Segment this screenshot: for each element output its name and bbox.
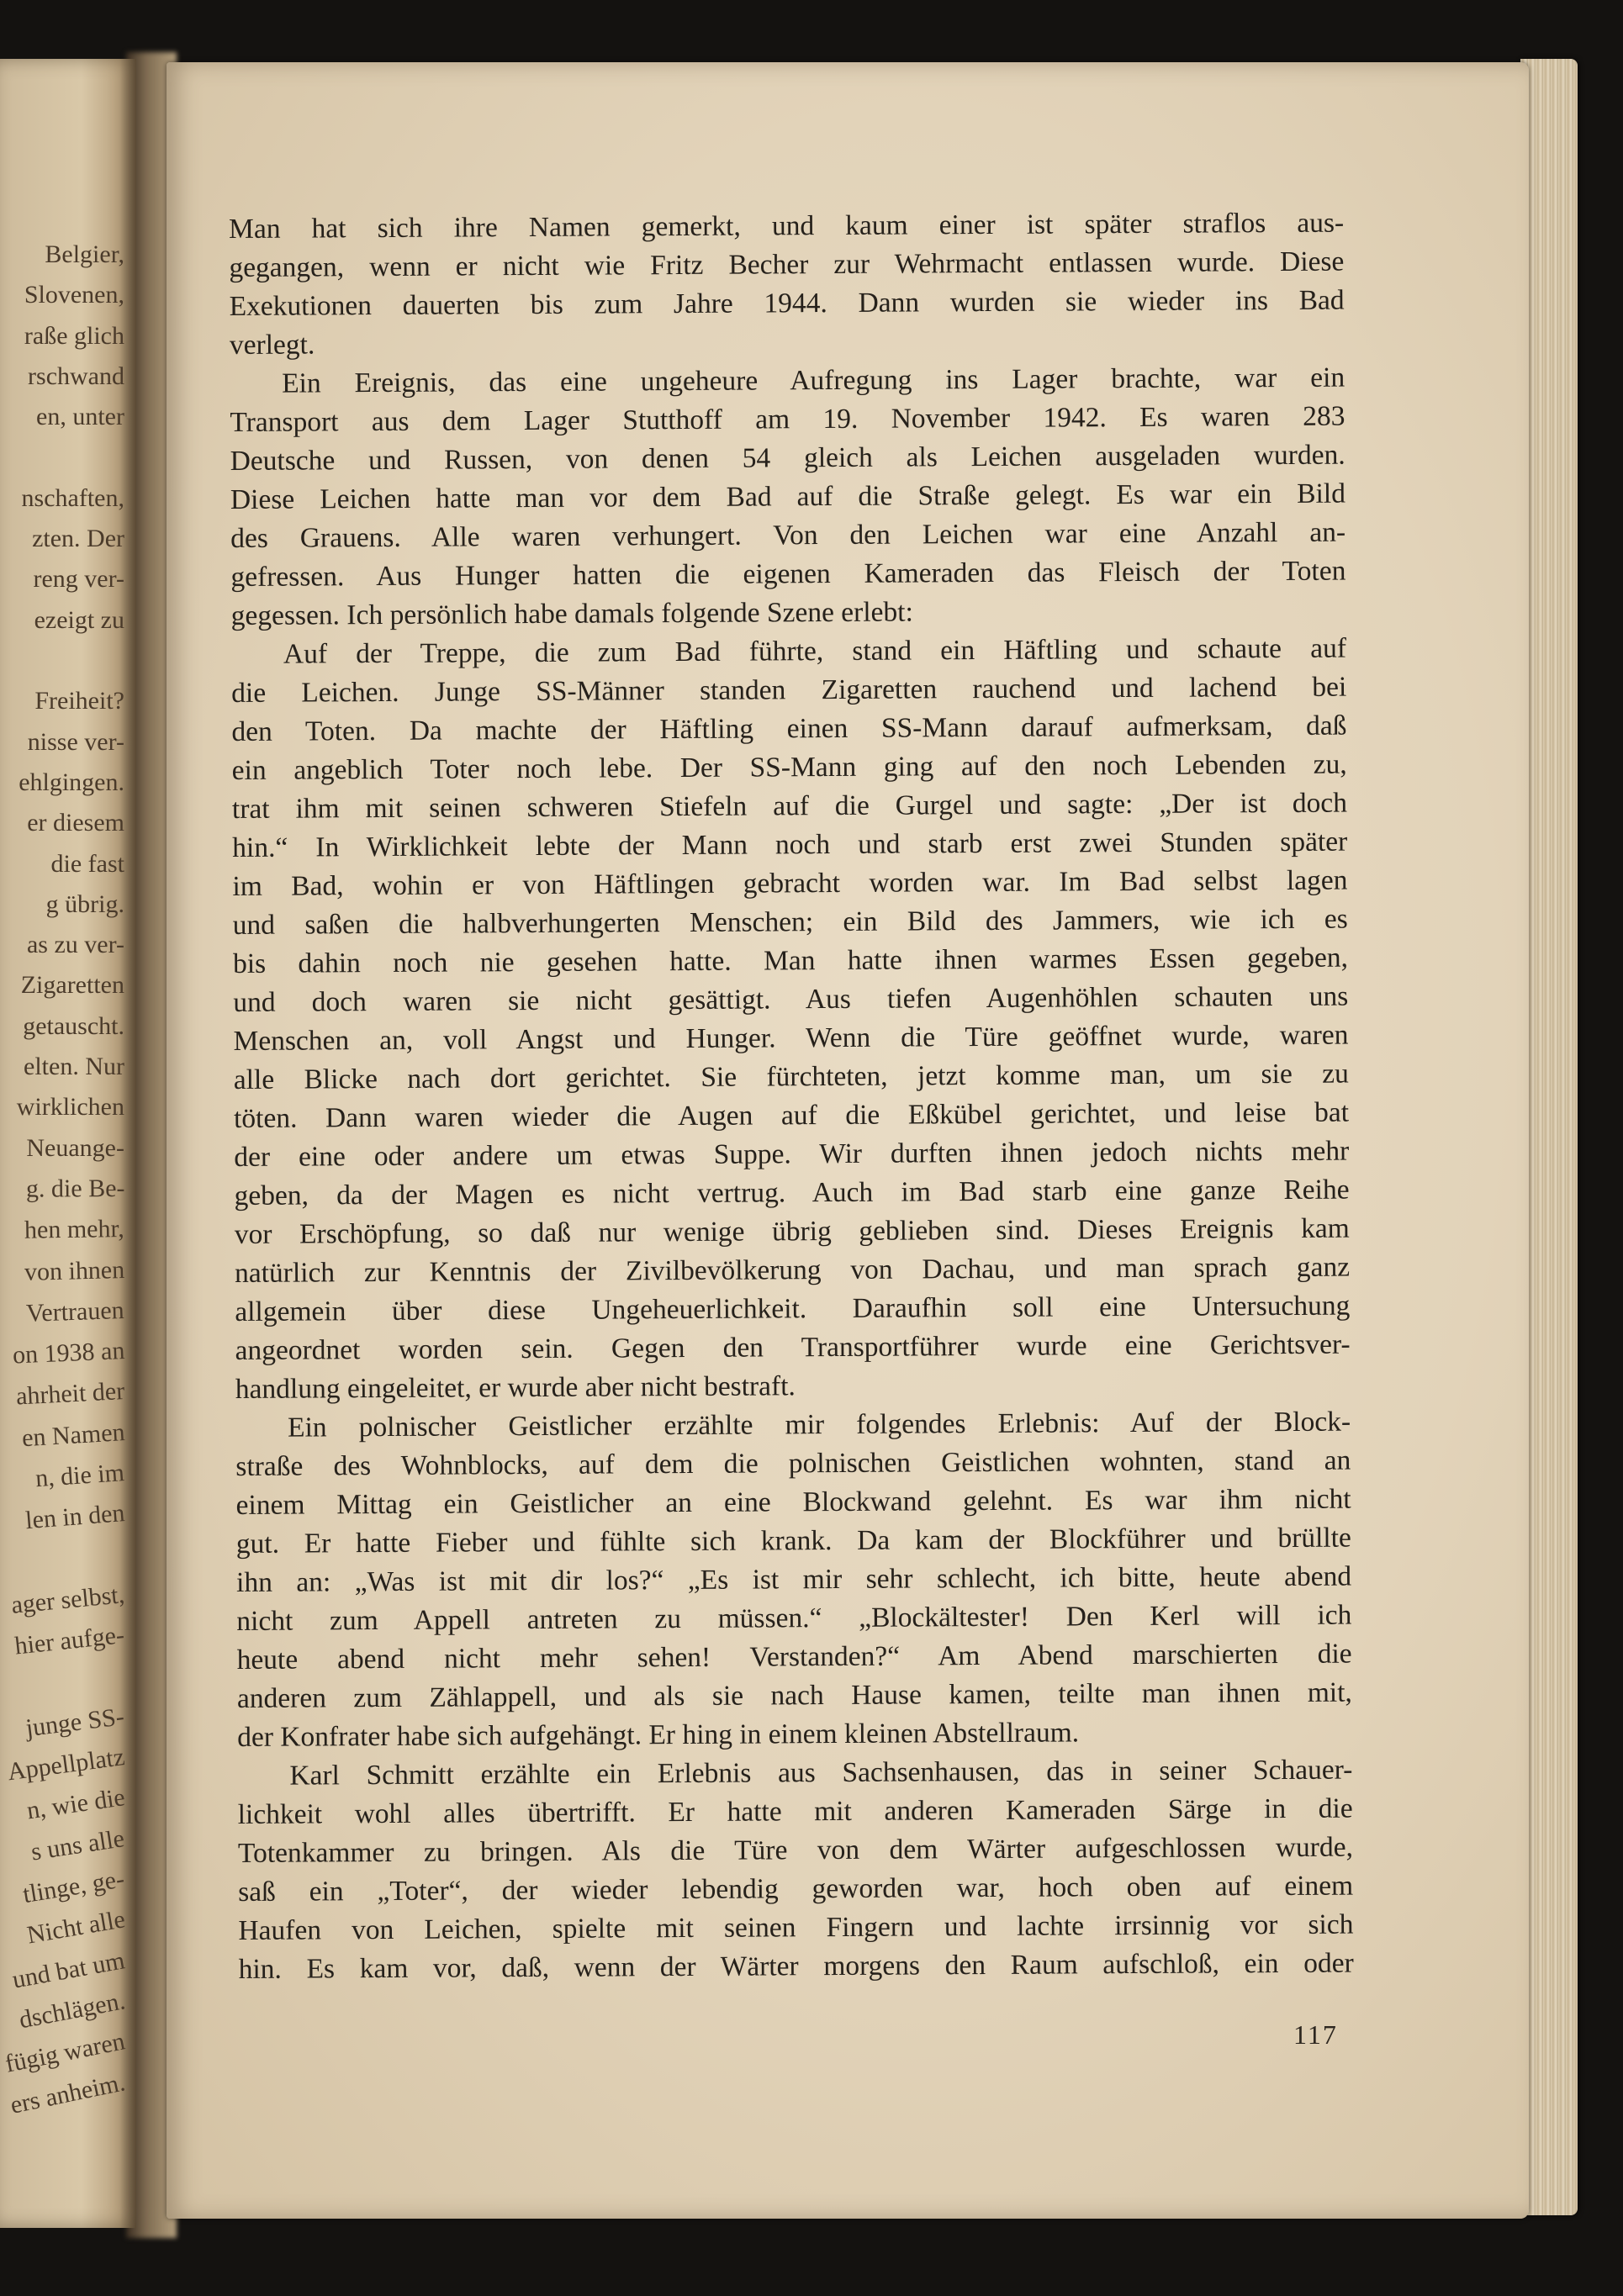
previous-page-line: en Namen xyxy=(20,1417,125,1452)
text-line: nicht zum Appell antreten zu müssen.“ „Blockältester! Den Kerl will ich xyxy=(236,1599,1352,1637)
text-line: des Grauens. Alle waren verhungert. Von den Leichen war eine Anzahl an- xyxy=(230,516,1346,554)
previous-page-line: die fast xyxy=(50,849,124,878)
previous-page-line: reng ver- xyxy=(33,565,124,594)
previous-page-line: hier aufge- xyxy=(13,1621,126,1660)
text-line: ein angeblich Toter noch lebe. Der SS-Mann ging auf den noch Lebenden zu, xyxy=(231,748,1347,786)
previous-page-line: wirklichen xyxy=(16,1093,124,1122)
text-line: Menschen an, voll Angst und Hunger. Wenn die Türe geöffnet wurde, waren xyxy=(233,1019,1349,1057)
previous-page-line: raße glich xyxy=(24,321,124,350)
text-line: Man hat sich ihre Namen gemerkt, und kaum einer ist später straflos aus- xyxy=(229,207,1345,245)
text-line: handlung eingeleitet, er wurde aber nicht bestraft. xyxy=(235,1370,796,1405)
text-line: die Leichen. Junge SS-Männer standen Zigaretten rauchend und lachend bei xyxy=(231,671,1347,709)
previous-page-line: en, unter xyxy=(36,403,124,431)
previous-page-line: Vertrauen xyxy=(25,1296,125,1327)
text-line: alle Blicke nach dort gerichtet. Sie fürchteten, jetzt komme man, um sie zu xyxy=(233,1058,1349,1095)
previous-page-line: ager selbst, xyxy=(10,1580,126,1619)
text-line: Transport aus dem Lager Stutthoff am 19. November 1942. Es waren 283 xyxy=(230,400,1345,438)
text-line: gegangen, wenn er nicht wie Fritz Becher zur Wehrmacht entlassen wurde. Diese xyxy=(229,245,1345,283)
text-line: Ein polnischer Geistlicher erzählte mir folgendes Erlebnis: Auf der Block- xyxy=(287,1406,1351,1444)
text-line: natürlich zur Kenntnis der Zivilbevölkerung von Dachau, und man sprach ganz xyxy=(234,1251,1351,1289)
text-line: Exekutionen dauerten bis zum Jahre 1944. Dann wurden sie wieder ins Bad xyxy=(229,284,1345,322)
previous-page-line: Slovenen, xyxy=(24,281,124,309)
previous-page-line: Freiheit? xyxy=(34,687,124,715)
previous-page-line: g. die Be- xyxy=(25,1174,125,1203)
book-page xyxy=(167,62,1529,2219)
text-line: anderen zum Zählappell, und als sie nach Hause kamen, teilte man ihnen mit, xyxy=(236,1676,1352,1714)
previous-page-line: Belgier, xyxy=(45,240,124,268)
previous-page-line: on 1938 an xyxy=(12,1337,125,1370)
text-line: Auf der Treppe, die zum Bad führte, stand ein Häftling und schaute auf xyxy=(283,632,1347,670)
previous-page-line: zten. Der xyxy=(32,525,124,553)
previous-page-line: Nicht alle xyxy=(24,1905,127,1950)
text-line: hin. Es kam vor, daß, wenn der Wärter morgens den Raum aufschloß, ein oder xyxy=(238,1947,1354,1985)
text-line: verlegt. xyxy=(229,329,315,361)
previous-page-line: Neuange- xyxy=(26,1133,124,1162)
previous-page-line: elten. Nur xyxy=(24,1053,124,1080)
text-line: und doch waren sie nicht gesättigt. Aus tiefen Augenhöhlen schauten uns xyxy=(233,980,1349,1018)
text-line: Karl Schmitt erzählte ein Erlebnis aus Sachsenhausen, das in seiner Schauer- xyxy=(289,1754,1353,1792)
text-line: vor Erschöpfung, so daß nur wenige übrig geblieben sind. Dieses Ereignis kam xyxy=(234,1212,1350,1250)
body-text xyxy=(229,204,1354,1989)
text-line: Totenkammer zu bringen. Als die Türe von dem Wärter aufgeschlossen wurde, xyxy=(237,1831,1353,1869)
text-line: im Bad, wohin er von Häftlingen gebracht worden war. Im Bad selbst lagen xyxy=(232,864,1348,902)
text-line: Diese Leichen hatte man vor dem Bad auf die Straße gelegt. Es war ein Bild xyxy=(230,478,1346,515)
previous-page-fragment xyxy=(0,59,136,2228)
previous-page-line: len in den xyxy=(24,1499,126,1535)
text-line: gegessen. Ich persönlich habe damals folgende Szene erlebt: xyxy=(230,596,913,631)
previous-page-line: von ihnen xyxy=(24,1255,125,1286)
text-line: und saßen die halbverhungerten Menschen; ein Bild des Jammers, wie ich es xyxy=(232,903,1348,941)
text-line: heute abend nicht mehr sehen! Verstanden?“ Am Abend marschierten die xyxy=(236,1638,1352,1676)
text-line: gut. Er hatte Fieber und fühlte sich krank. Da kam der Blockführer und brüllte xyxy=(235,1522,1351,1560)
previous-page-line: rschwand xyxy=(28,362,124,390)
previous-page-line: und bat um xyxy=(10,1945,127,1994)
previous-page-line: ahrheit der xyxy=(15,1377,125,1411)
previous-page-line: fügig waren xyxy=(3,2027,128,2078)
previous-page-line: nisse ver- xyxy=(27,727,124,756)
text-line: lichkeit wohl alles übertrifft. Er hatte mit anderen Kameraden Särge in die xyxy=(237,1792,1353,1830)
text-line: geben, da der Magen es nicht vertrug. Auch im Bad starb eine ganze Reihe xyxy=(234,1174,1350,1211)
text-line: saß ein „Toter“, der wieder lebendig geworden war, hoch oben auf einem xyxy=(238,1870,1354,1908)
text-line: trat ihm mit seinen schweren Stiefeln auf die Gurgel und sagte: „Der ist doch xyxy=(231,787,1348,825)
previous-page-line: s uns alle xyxy=(29,1824,127,1866)
text-line: Haufen von Leichen, spielte mit seinen Fingern und lachte irrsinnig vor sich xyxy=(238,1908,1354,1946)
previous-page-line: ezeigt zu xyxy=(34,605,124,634)
text-line: Ein Ereignis, das eine ungeheure Aufregung ins Lager brachte, war ein xyxy=(282,362,1345,399)
previous-page-line: tlinge, ge- xyxy=(21,1865,127,1909)
text-line: hin.“ In Wirklichkeit lebte der Mann noch und starb erst zwei Stunden später xyxy=(232,826,1348,863)
text-line: der Konfrater habe sich aufgehängt. Er hing in einem kleinen Abstellraum. xyxy=(237,1717,1080,1753)
previous-page-line: n, die im xyxy=(34,1459,126,1493)
text-line: angeordnet worden sein. Gegen den Transportführer wurde eine Gerichtsver- xyxy=(235,1328,1351,1366)
previous-page-line: ers anheim. xyxy=(8,2067,128,2119)
previous-page-line: dschlägen. xyxy=(16,1987,127,2035)
previous-page-line: er diesem xyxy=(27,809,124,837)
previous-page-line: n, wie die xyxy=(24,1783,127,1825)
previous-page-line: hen mehr, xyxy=(24,1215,125,1244)
text-line: ihn an: „Was ist mit dir los?“ „Es ist mir sehr schlecht, ich bitte, heute abend xyxy=(236,1560,1352,1598)
text-line: töten. Dann waren wieder die Augen auf die Eßkübel gerichtet, und leise bat xyxy=(233,1096,1350,1134)
previous-page-line: nschaften, xyxy=(21,483,124,512)
previous-page-line: getauscht. xyxy=(23,1011,124,1040)
text-line: straße des Wohnblocks, auf dem die polnischen Geistlichen wohnten, stand an xyxy=(235,1444,1351,1482)
previous-page-line: Zigaretten xyxy=(20,971,124,1000)
text-line: einem Mittag ein Geistlicher an eine Blockwand gelehnt. Es war ihm nicht xyxy=(235,1483,1351,1521)
page-number: 117 xyxy=(1293,2019,1338,2050)
previous-page-line: Appellplatz xyxy=(6,1743,127,1787)
previous-page-line: ehlgingen. xyxy=(19,768,124,796)
previous-page-line: junge SS- xyxy=(24,1702,126,1743)
previous-page-line: as zu ver- xyxy=(26,931,124,959)
text-line: den Toten. Da machte der Häftling einen SS-Mann darauf aufmerksam, daß xyxy=(231,710,1347,747)
page-edge-stack xyxy=(1520,59,1578,2215)
text-line: Deutsche und Russen, von denen 54 gleich als Leichen ausgeladen wurden. xyxy=(230,439,1345,477)
previous-page-line: g übrig. xyxy=(45,889,124,918)
text-line: bis dahin noch nie gesehen hatte. Man hatte ihnen warmes Essen gegeben, xyxy=(232,942,1349,979)
text-line: gefressen. Aus Hunger hatten die eigenen Kameraden das Fleisch der Toten xyxy=(230,555,1346,593)
text-line: der eine oder andere um etwas Suppe. Wir durften ihnen jedoch nichts mehr xyxy=(234,1135,1350,1173)
text-line: allgemein über diese Ungeheuerlichkeit. Daraufhin soll eine Untersuchung xyxy=(235,1290,1351,1327)
